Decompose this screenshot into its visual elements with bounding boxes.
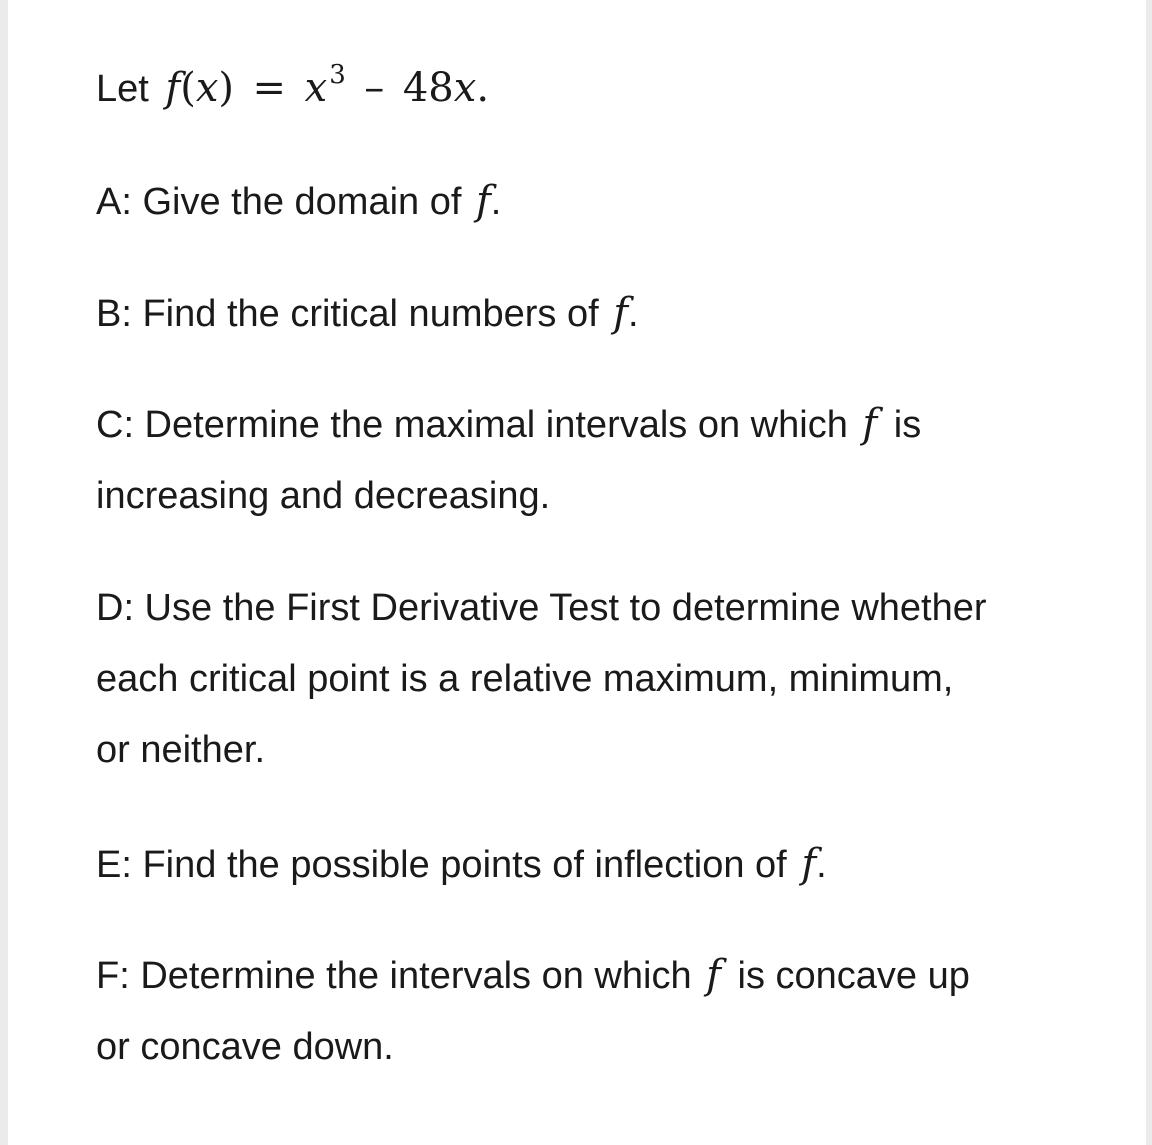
question-b-text: B: Find the critical numbers of [96,293,599,335]
close-paren: ) [218,65,234,111]
question-d-line-3: or neither. [96,729,265,771]
question-e-f: f [801,841,817,887]
question-a [96,178,502,224]
function-definition [96,60,490,111]
question-a-f: f [475,178,491,224]
question-b [96,290,639,336]
cubic-base: x [304,65,328,111]
question-b-f: f [613,290,629,336]
question-e-text: E: Find the possible points of inflection of [96,844,787,886]
question-f-f: f [706,952,721,998]
question-f-concave-up: is concave up [737,955,970,997]
question-c-f: f [862,401,878,447]
open-paren: ( [180,65,196,111]
function-name: f [165,65,181,111]
question-c-is: is [893,404,922,446]
minus-sign: – [364,65,385,111]
function-argument: x [195,65,219,111]
question-a-text: A: Give the domain of [96,181,462,223]
document-page [8,0,1146,1145]
equals-sign: = [252,65,287,111]
coefficient: 48 [402,65,454,111]
question-e [96,841,827,887]
question-f-text: F: Determine the intervals on which [96,955,692,997]
question-b-period: . [628,293,639,335]
question-f-line-1 [96,952,970,998]
intro-period: . [476,65,490,111]
question-a-period: . [490,181,502,223]
question-c-line-2: increasing and decreasing. [96,475,551,517]
question-d-line-1: D: Use the First Derivative Test to determine whether [96,587,987,629]
linear-variable: x [453,65,477,111]
question-f-line-2: or concave down. [96,1026,394,1068]
let-word: Let [96,68,149,110]
question-c-line-1 [96,401,922,447]
question-d-line-2: each critical point is a relative maximum, minimum, [96,658,954,700]
question-e-period: . [816,844,827,886]
exponent: 3 [329,60,346,90]
question-c-text: C: Determine the maximal intervals on which [96,404,848,446]
